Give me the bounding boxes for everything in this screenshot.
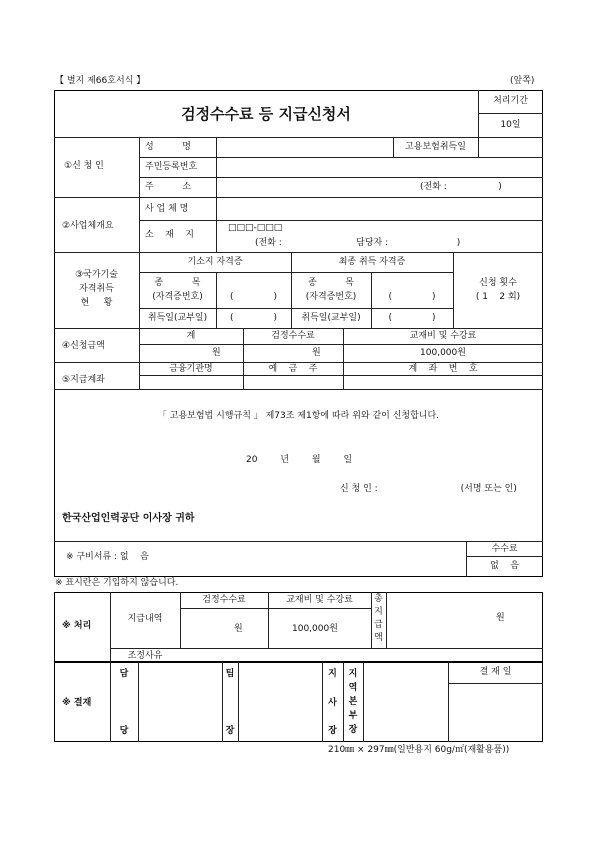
- business-name-label: 사 업 체 명: [145, 204, 189, 214]
- bank-name-field[interactable]: [140, 376, 242, 388]
- account-number-field[interactable]: [344, 376, 542, 388]
- amount-section-label: ④신청금액: [62, 341, 105, 351]
- qualification-label-3: 현 황: [80, 298, 113, 308]
- final-cert-no-label: (자격증번호): [305, 292, 357, 302]
- amount-edu-value: 100,000원: [420, 348, 466, 358]
- applicant-phone: (전화 : ): [420, 182, 502, 192]
- qualification-label-2: 자격취득: [79, 284, 114, 294]
- approver-3-char-2: 사: [328, 698, 337, 708]
- approval-section-label: ※ 결재: [62, 698, 92, 708]
- basic-cert-no-label: (자격증번호): [152, 292, 203, 302]
- form-number: 【 별지 제66호서식 】: [55, 76, 146, 86]
- application-times-value[interactable]: ( 1 2 회): [475, 292, 521, 302]
- total-char-2: 지: [374, 607, 383, 617]
- amount-total-value[interactable]: 원: [212, 348, 221, 358]
- approver-4-char-1: 지: [348, 669, 358, 679]
- approver-4-char-5: 장: [348, 725, 358, 735]
- name-label: 성 명: [145, 142, 191, 152]
- amount-total-label: 계: [186, 331, 196, 341]
- approver-2-char-1: 팀: [225, 669, 235, 679]
- account-section-label: ⑤지급계좌: [62, 375, 105, 385]
- amount-fee-label: 검정수수료: [271, 331, 315, 341]
- proc-edu-value: 100,000원: [292, 624, 338, 634]
- proc-total-value: 원: [496, 613, 505, 623]
- proc-fee-label: 검정수수료: [202, 595, 246, 605]
- address-label: 주 소: [145, 182, 191, 192]
- approver-4-char-4: 부: [348, 711, 358, 721]
- approver-3-char-1: 지: [328, 669, 337, 679]
- recipient: 한국산업인력공단 이사장 귀하: [62, 513, 195, 524]
- processing-section-label: ※ 처리: [62, 621, 92, 631]
- declaration-date[interactable]: 20 년 월 일: [246, 455, 353, 465]
- page-side-label: (앞쪽): [510, 76, 535, 86]
- total-char-4: 액: [374, 633, 383, 643]
- account-number-label: 계 좌 번 호: [408, 364, 478, 374]
- address-field[interactable]: [217, 178, 417, 196]
- business-name-field[interactable]: [217, 198, 542, 219]
- processing-period-label: 처리기간: [493, 96, 528, 106]
- declaration-text: 「 고용보험법 시행규칙 」 제73조 제1항에 따라 위와 같이 신청합니다.: [157, 411, 440, 421]
- note: ※ 표시란은 기입하지 않습니다.: [55, 578, 179, 588]
- basic-qualification-header: 기소지 자격증: [187, 257, 243, 267]
- business-section-label: ②사업체개요: [62, 221, 114, 231]
- name-field[interactable]: [217, 138, 392, 156]
- approver-1-char-2: 당: [119, 726, 129, 736]
- approver-4-char-2: 역: [348, 683, 358, 693]
- postcode: □□□-□□□: [228, 223, 283, 233]
- basic-date-field[interactable]: ( ): [229, 313, 278, 323]
- required-docs: ※ 구비서류 : 없 음: [66, 552, 149, 562]
- total-char-1: 총: [374, 594, 383, 604]
- final-cert-no-field[interactable]: ( ): [388, 292, 436, 302]
- applicant-section-label: ①신 청 인: [64, 161, 104, 171]
- business-phone-contact: (전화 : 담당자 : ): [255, 238, 461, 248]
- approver-3-char-3: 장: [328, 726, 337, 736]
- paper-spec: 210㎜ × 297㎜(일반용지 60g/㎡(재활용품)): [328, 745, 510, 755]
- fee-label: 수수료: [491, 544, 518, 554]
- final-date-field[interactable]: ( ): [388, 313, 436, 323]
- insurance-date-label: 고용보험취득일: [405, 142, 466, 152]
- adjust-reason-label: 조정사유: [127, 651, 163, 661]
- processing-period-value: 10일: [500, 120, 521, 130]
- approver-4-char-3: 본: [348, 697, 358, 707]
- account-holder-label: 예 금 주: [268, 364, 318, 374]
- amount-edu-label: 교재비 및 수강료: [409, 331, 477, 341]
- final-type-label: 종 목: [308, 278, 354, 288]
- approval-date-label: 결 재 일: [479, 667, 512, 677]
- proc-edu-label: 교재비 및 수강료: [286, 595, 353, 605]
- business-location-label: 소 재 지: [145, 230, 194, 240]
- basic-date-label: 취득일(교부일): [147, 313, 208, 323]
- insurance-date-field[interactable]: [479, 138, 542, 156]
- form-title: 검정수수료 등 지급신청서: [181, 105, 351, 123]
- total-char-3: 급: [374, 620, 383, 630]
- approver-1-char-1: 담: [119, 669, 129, 679]
- basic-type-label: 종 목: [154, 278, 201, 288]
- declaration-signature[interactable]: 신 청 인 : (서명 또는 인): [340, 484, 517, 494]
- final-qualification-header: 최종 취득 자격증: [338, 257, 406, 267]
- bank-name-label: 금융기관명: [169, 364, 213, 374]
- qualification-label-1: ③국가기술: [75, 270, 118, 280]
- payment-detail-label: 지급내역: [127, 614, 163, 624]
- amount-fee-value[interactable]: 원: [312, 348, 321, 358]
- application-times-label: 신청 횟수: [479, 278, 517, 288]
- account-holder-field[interactable]: [244, 376, 342, 388]
- approver-2-char-2: 장: [225, 726, 235, 736]
- fee-value: 없 음: [490, 561, 519, 571]
- proc-fee-value: 원: [234, 624, 243, 634]
- rrn-field[interactable]: [217, 158, 542, 176]
- final-date-label: 취득일(교부일): [301, 313, 361, 323]
- rrn-label: 주민등록번호: [145, 162, 198, 172]
- basic-cert-no-field[interactable]: ( ): [229, 292, 278, 302]
